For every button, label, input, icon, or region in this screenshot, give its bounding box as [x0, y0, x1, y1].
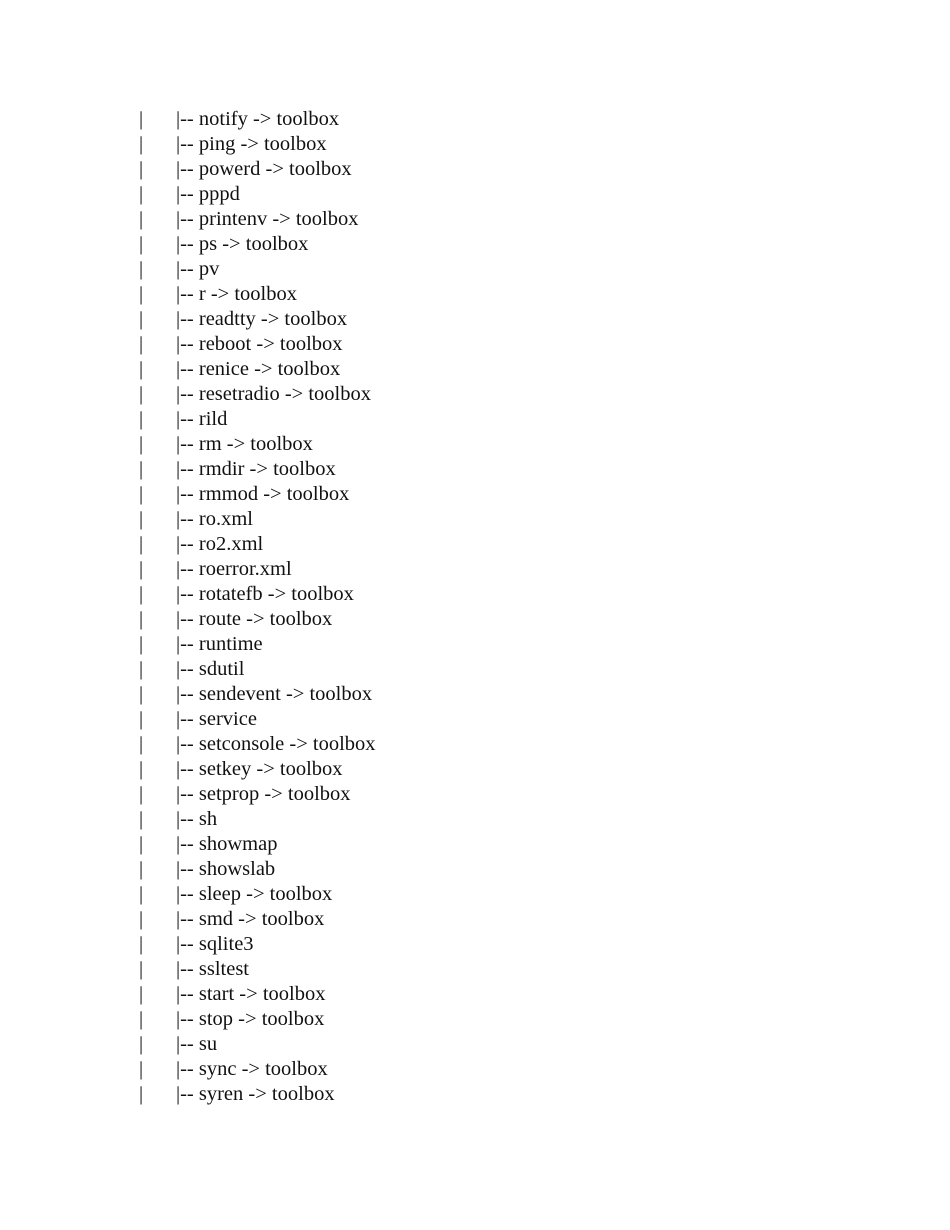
tree-branch-pipe: | — [139, 958, 144, 980]
tree-branch-pipe: | — [139, 758, 144, 780]
tree-row — [0, 482, 950, 507]
tree-row — [0, 357, 950, 382]
tree-row — [0, 857, 950, 882]
tree-entry: |-- smd -> toolbox — [176, 908, 325, 930]
tree-branch-pipe: | — [139, 358, 144, 380]
tree-entry: |-- rmdir -> toolbox — [176, 458, 336, 480]
tree-row — [0, 782, 950, 807]
tree-row — [0, 207, 950, 232]
tree-row — [0, 807, 950, 832]
tree-branch-pipe: | — [139, 1083, 144, 1105]
tree-branch-pipe: | — [139, 933, 144, 955]
tree-entry: |-- pv — [176, 258, 220, 280]
tree-branch-pipe: | — [139, 383, 144, 405]
tree-branch-pipe: | — [139, 183, 144, 205]
tree-entry: |-- setkey -> toolbox — [176, 758, 343, 780]
tree-branch-pipe: | — [139, 408, 144, 430]
tree-row — [0, 1082, 950, 1107]
tree-branch-pipe: | — [139, 608, 144, 630]
tree-entry: |-- roerror.xml — [176, 558, 292, 580]
tree-row — [0, 507, 950, 532]
tree-entry: |-- su — [176, 1033, 218, 1055]
tree-branch-pipe: | — [139, 433, 144, 455]
tree-entry: |-- rm -> toolbox — [176, 433, 313, 455]
tree-entry: |-- sendevent -> toolbox — [176, 683, 373, 705]
tree-row — [0, 557, 950, 582]
tree-row — [0, 107, 950, 132]
tree-branch-pipe: | — [139, 508, 144, 530]
tree-branch-pipe: | — [139, 808, 144, 830]
tree-branch-pipe: | — [139, 283, 144, 305]
tree-entry: |-- ro2.xml — [176, 533, 264, 555]
tree-entry: |-- sync -> toolbox — [176, 1058, 328, 1080]
tree-entry: |-- ps -> toolbox — [176, 233, 309, 255]
tree-row — [0, 982, 950, 1007]
tree-row — [0, 832, 950, 857]
tree-entry: |-- runtime — [176, 633, 263, 655]
tree-entry: |-- start -> toolbox — [176, 983, 326, 1005]
tree-branch-pipe: | — [139, 308, 144, 330]
tree-entry: |-- resetradio -> toolbox — [176, 383, 371, 405]
tree-row — [0, 1007, 950, 1032]
tree-branch-pipe: | — [139, 783, 144, 805]
tree-entry: |-- pppd — [176, 183, 240, 205]
tree-entry: |-- showmap — [176, 833, 278, 855]
tree-branch-pipe: | — [139, 1058, 144, 1080]
tree-row — [0, 307, 950, 332]
tree-row — [0, 232, 950, 257]
tree-branch-pipe: | — [139, 458, 144, 480]
tree-entry: |-- rmmod -> toolbox — [176, 483, 350, 505]
tree-branch-pipe: | — [139, 633, 144, 655]
tree-entry: |-- setprop -> toolbox — [176, 783, 351, 805]
directory-tree-listing — [0, 107, 950, 1107]
tree-branch-pipe: | — [139, 258, 144, 280]
tree-entry: |-- service — [176, 708, 257, 730]
tree-branch-pipe: | — [139, 883, 144, 905]
tree-branch-pipe: | — [139, 233, 144, 255]
tree-entry: |-- rild — [176, 408, 228, 430]
tree-entry: |-- readtty -> toolbox — [176, 308, 348, 330]
tree-row — [0, 707, 950, 732]
tree-row — [0, 332, 950, 357]
tree-entry: |-- renice -> toolbox — [176, 358, 341, 380]
tree-entry: |-- reboot -> toolbox — [176, 333, 343, 355]
tree-branch-pipe: | — [139, 658, 144, 680]
tree-entry: |-- r -> toolbox — [176, 283, 297, 305]
tree-row — [0, 607, 950, 632]
tree-branch-pipe: | — [139, 158, 144, 180]
tree-branch-pipe: | — [139, 858, 144, 880]
tree-entry: |-- setconsole -> toolbox — [176, 733, 376, 755]
tree-row — [0, 407, 950, 432]
tree-entry: |-- ssltest — [176, 958, 250, 980]
tree-row — [0, 457, 950, 482]
tree-entry: |-- ro.xml — [176, 508, 253, 530]
tree-row — [0, 582, 950, 607]
tree-branch-pipe: | — [139, 833, 144, 855]
tree-branch-pipe: | — [139, 108, 144, 130]
tree-entry: |-- sleep -> toolbox — [176, 883, 333, 905]
tree-row — [0, 382, 950, 407]
tree-row — [0, 532, 950, 557]
tree-row — [0, 182, 950, 207]
tree-branch-pipe: | — [139, 983, 144, 1005]
tree-branch-pipe: | — [139, 558, 144, 580]
tree-row — [0, 757, 950, 782]
tree-branch-pipe: | — [139, 733, 144, 755]
tree-branch-pipe: | — [139, 533, 144, 555]
tree-entry: |-- sqlite3 — [176, 933, 254, 955]
tree-row — [0, 132, 950, 157]
tree-row — [0, 282, 950, 307]
tree-branch-pipe: | — [139, 683, 144, 705]
tree-row — [0, 682, 950, 707]
tree-entry: |-- stop -> toolbox — [176, 1008, 325, 1030]
tree-row — [0, 1032, 950, 1057]
tree-branch-pipe: | — [139, 133, 144, 155]
tree-branch-pipe: | — [139, 208, 144, 230]
tree-row — [0, 1057, 950, 1082]
tree-row — [0, 257, 950, 282]
tree-entry: |-- syren -> toolbox — [176, 1083, 335, 1105]
tree-row — [0, 632, 950, 657]
tree-row — [0, 157, 950, 182]
tree-row — [0, 932, 950, 957]
tree-entry: |-- notify -> toolbox — [176, 108, 340, 130]
tree-entry: |-- printenv -> toolbox — [176, 208, 359, 230]
tree-branch-pipe: | — [139, 333, 144, 355]
tree-branch-pipe: | — [139, 708, 144, 730]
tree-branch-pipe: | — [139, 1033, 144, 1055]
tree-row — [0, 882, 950, 907]
tree-row — [0, 907, 950, 932]
tree-entry: |-- route -> toolbox — [176, 608, 333, 630]
tree-entry: |-- sh — [176, 808, 218, 830]
tree-entry: |-- rotatefb -> toolbox — [176, 583, 354, 605]
tree-entry: |-- sdutil — [176, 658, 245, 680]
tree-entry: |-- powerd -> toolbox — [176, 158, 352, 180]
tree-entry: |-- showslab — [176, 858, 276, 880]
tree-row — [0, 432, 950, 457]
tree-branch-pipe: | — [139, 483, 144, 505]
tree-branch-pipe: | — [139, 908, 144, 930]
tree-entry: |-- ping -> toolbox — [176, 133, 327, 155]
tree-row — [0, 732, 950, 757]
tree-branch-pipe: | — [139, 583, 144, 605]
tree-row — [0, 657, 950, 682]
tree-branch-pipe: | — [139, 1008, 144, 1030]
tree-row — [0, 957, 950, 982]
